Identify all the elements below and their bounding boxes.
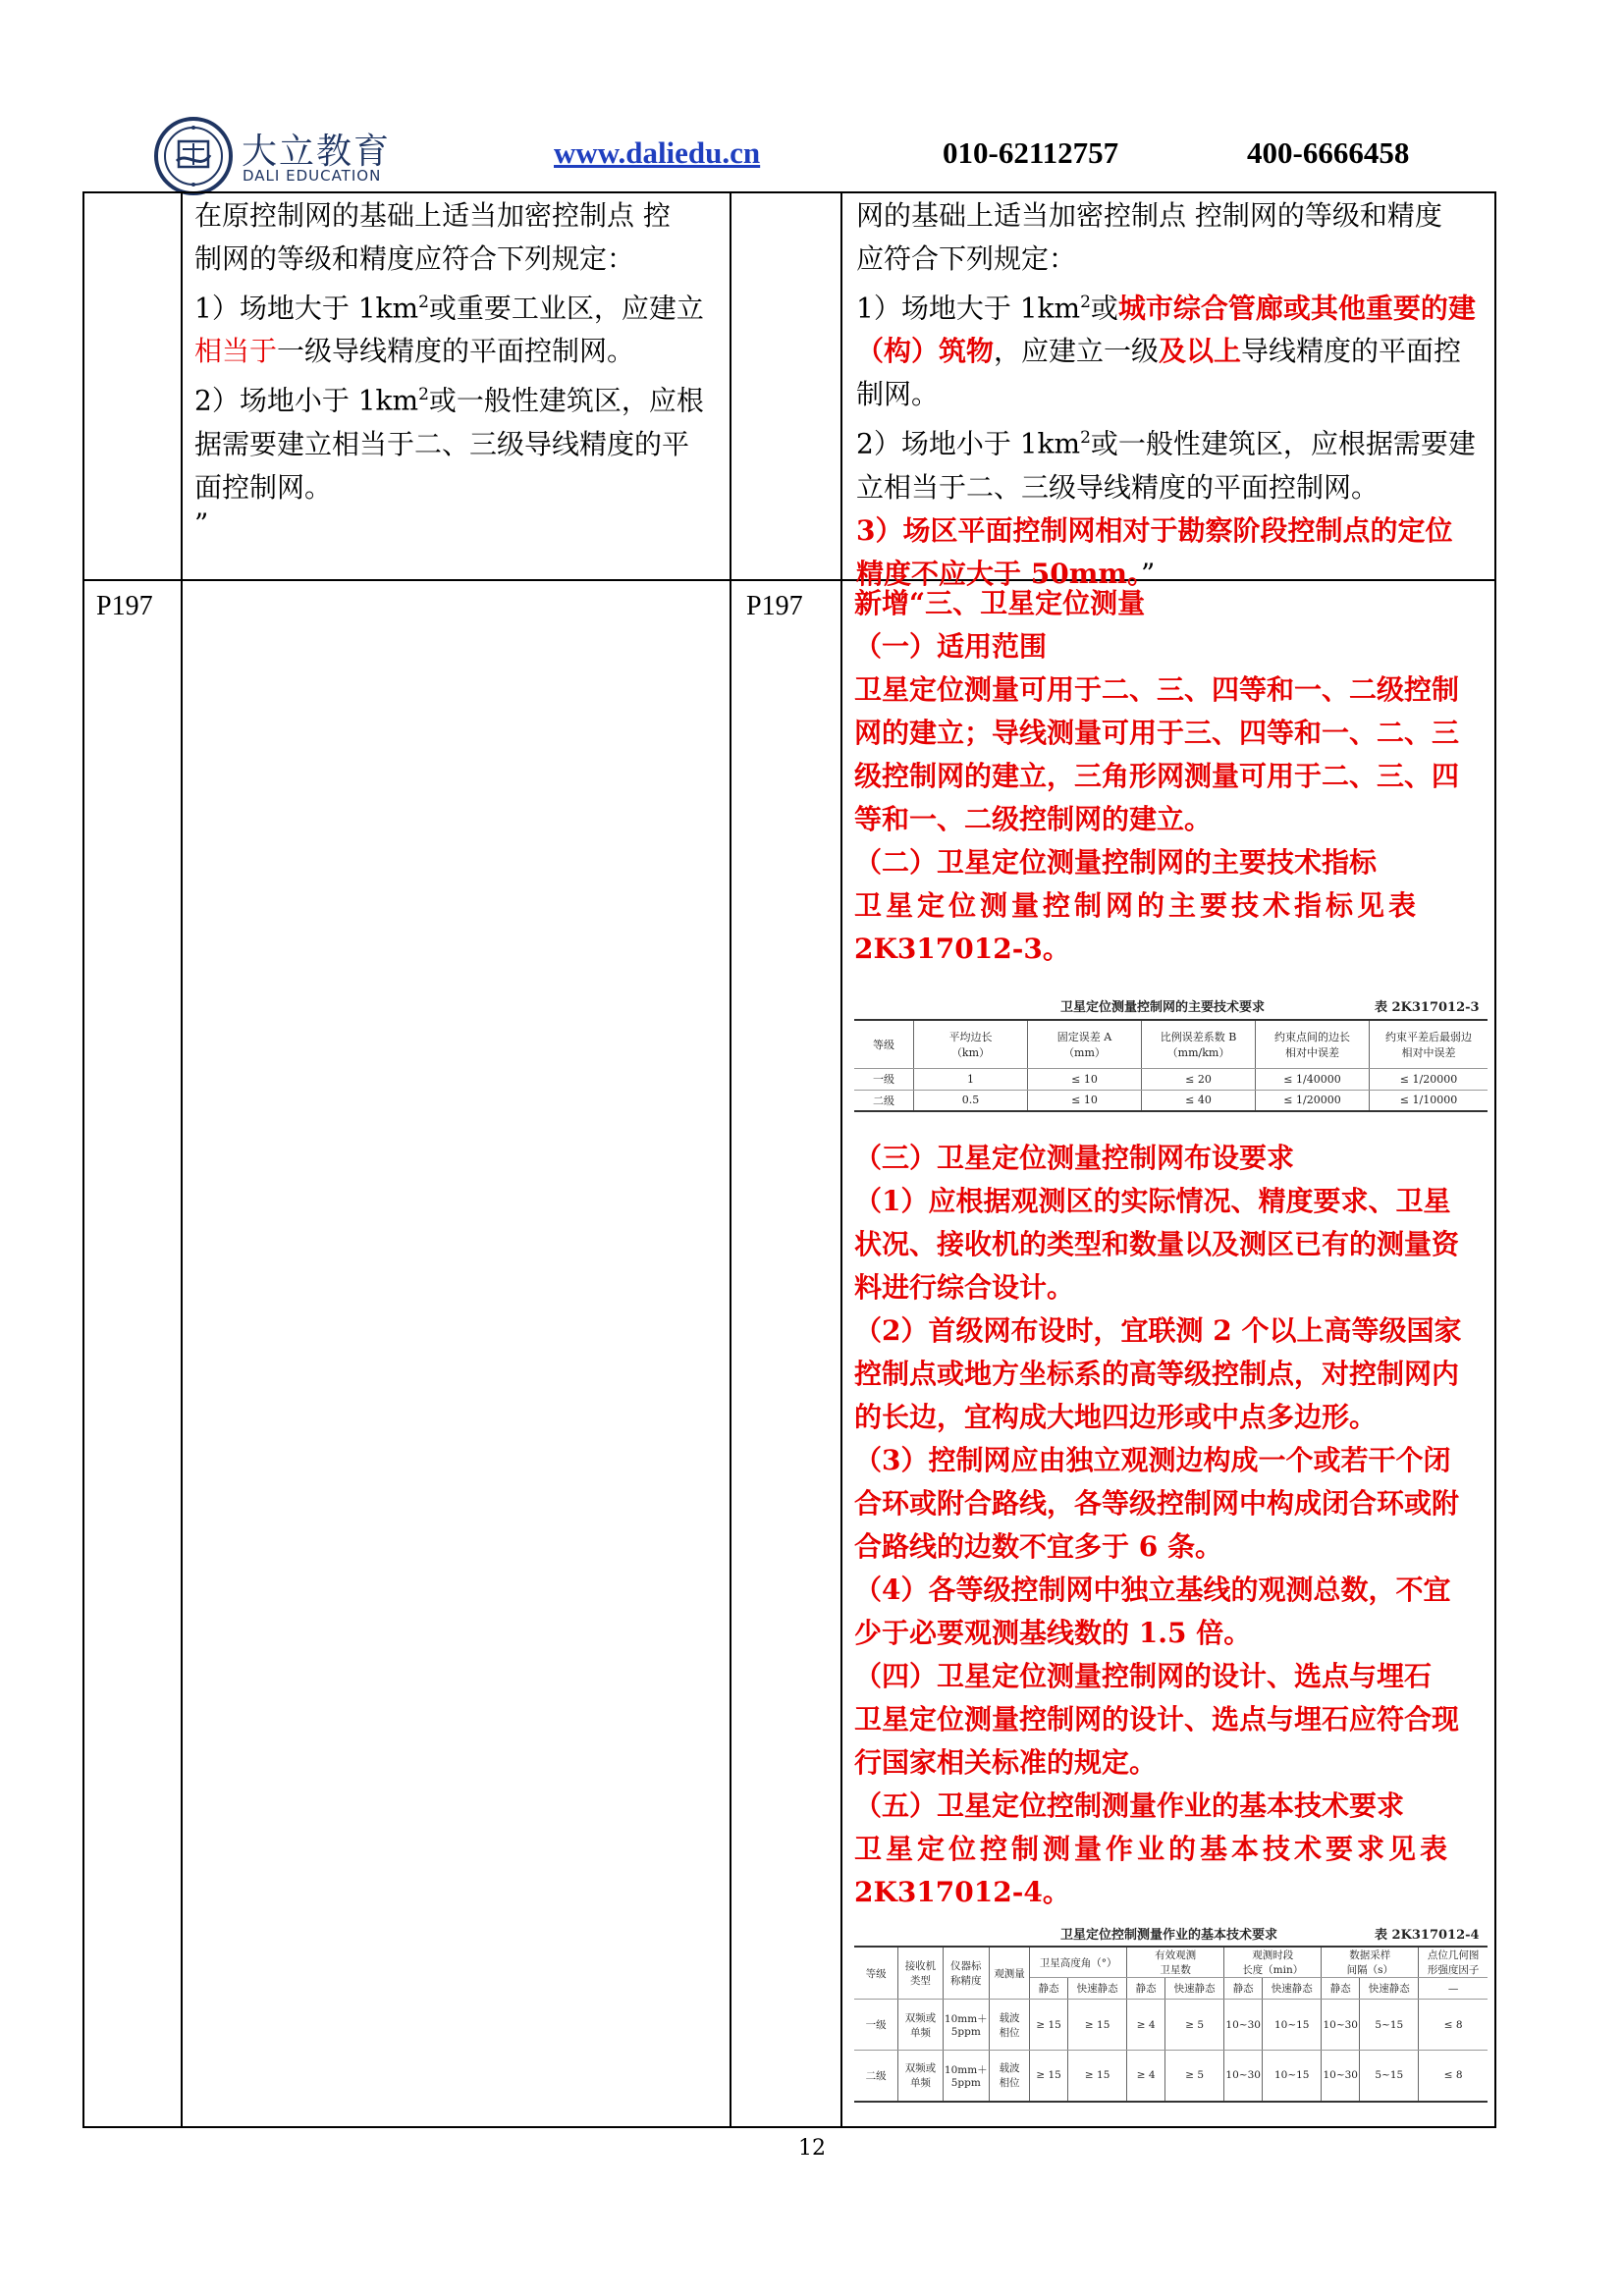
row2-new-text-part1 [854,582,1488,971]
table-caption: 卫星定位控制测量作业的基本技术要求 [1060,1928,1278,1943]
text-line: （四）卫星定位测量控制网的设计、选点与埋石 [854,1660,1433,1692]
text-line: 或重要工业区，应建立 [428,292,704,325]
text-line: 状况、接收机的类型和数量以及测区已有的测量资 [854,1228,1460,1260]
text-line: 的长边，宜构成大地四边形或中点多边形。 [854,1401,1378,1433]
table-cell: 10~30 [1224,2051,1263,2102]
table-cell: 10mm＋ 5ppm [943,2000,989,2051]
text-line: 2）场地小于 1km [194,384,419,417]
table-cell: 10~15 [1263,2051,1322,2102]
table-cell: ≤ 40 [1142,1090,1256,1111]
table-cell: 二级 [854,2051,898,2102]
table-cell: ≤ 10 [1028,1068,1142,1090]
table-cell: 5~15 [1360,2000,1419,2051]
text-line: ” [1140,557,1156,590]
table-header-cell: 平均边长 （km） [914,1021,1028,1068]
text-line: （1）应根据观测区的实际情况、精度要求、卫星 [854,1185,1451,1217]
text-line: 2K317012-3。 [854,933,1070,965]
table-cell: 0.5 [914,1090,1028,1111]
table-cell: ≥ 5 [1165,2000,1224,2051]
table-header-cell: 快速静态 [1068,1978,1127,2000]
table-cell: 10~30 [1322,2051,1360,2102]
text-line: 1）场地大于 1km [856,292,1081,325]
table-cell: ≤ 8 [1419,2000,1488,2051]
table-2k317012-4 [854,1922,1488,2123]
table-header-cell: 快速静态 [1165,1978,1224,2000]
table-row [854,1090,1488,1111]
table-header-cell: 观测量 [990,1948,1030,2000]
table-header-cell: 快速静态 [1263,1978,1322,2000]
table-cell: ≥ 4 [1127,2000,1165,2051]
table-cell: ≤ 20 [1142,1068,1256,1090]
table-header-cell: 固定误差 A （mm） [1028,1021,1142,1068]
highlight-text: 及以上 [1159,335,1242,368]
text-line: 制网。 [856,378,940,411]
table-header-cell: 静态 [1322,1978,1360,2000]
text-line: 2K317012-4。 [854,1876,1070,1908]
table-row [854,2051,1488,2102]
table-header-cell: 数据采样 间隔（s） [1322,1948,1419,1978]
text-line: 行国家相关标准的规定。 [854,1746,1158,1779]
text-line: （三）卫星定位测量控制网布设要求 [854,1142,1295,1174]
table-header-cell: 比例误差系数 B （mm/km） [1142,1021,1256,1068]
table-header-cell: 快速静态 [1360,1978,1419,2000]
highlight-text: 相当于 [194,335,278,368]
text-line: （2）首级网布设时，宜联测 2 个以上高等级国家 [854,1314,1462,1347]
data-table [854,1021,1488,1112]
table-cell: 1 [914,1068,1028,1090]
text-line: 网的基础上适当加密控制点 控制网的等级和精度 [856,199,1442,232]
text-line: ” [194,507,209,540]
table-header-cell: 观测时段 长度（min） [1224,1948,1322,1978]
table-header-cell: — [1419,1978,1488,2000]
brand-name-en: DALI EDUCATION [243,167,382,185]
text-line: 卫星定位测量控制网的设计、选点与埋石应符合现 [854,1703,1460,1735]
text-line: 立相当于二、三级导线精度的平面控制网。 [856,470,1380,504]
website-link[interactable]: www.daliedu.cn [554,135,761,170]
table-header-cell: 卫星高度角（°） [1030,1948,1127,1978]
brand-name-cn: 大立教育 [242,132,392,172]
text-line: 少于必要观测基线数的 1.5 倍。 [854,1617,1252,1649]
page-number: 12 [798,2136,826,2161]
superscript: 2 [418,385,429,405]
table-header-cell: 接收机 类型 [898,1948,943,2000]
table-cell: 5~15 [1360,2051,1419,2102]
table-cell: ≤ 8 [1419,2051,1488,2102]
table-row [854,2000,1488,2051]
text-line: 等和一、二级控制网的建立。 [854,803,1213,835]
text-line: 应符合下列规定： [856,242,1077,275]
text-line: 在原控制网的基础上适当加密控制点 控 [194,199,671,232]
text-line: ，应建立一级 [994,335,1160,368]
text-line: 或 [1090,292,1118,325]
table-cell: 载波 相位 [990,2051,1030,2102]
table-cell: ≥ 15 [1068,2051,1127,2102]
table-cell: 一级 [854,2000,898,2051]
highlight-text: （构）筑物 [856,335,995,368]
text-line: （五）卫星定位控制测量作业的基本技术要求 [854,1789,1405,1822]
text-line: 据需要建立相当于二、三级导线精度的平 [194,427,690,460]
text-line: 控制点或地方坐标系的高等级控制点，对控制网内 [854,1358,1460,1390]
text-line: 面控制网。 [194,470,333,504]
row1-old-text [194,194,725,539]
phone-number-1: 010-62112757 [943,135,1119,170]
table-cell: ≥ 15 [1030,2051,1068,2102]
text-line: 制网的等级和精度应符合下列规定： [194,242,635,275]
table-header-cell: 有效观测 卫星数 [1127,1948,1224,1978]
row2-new-text-part2 [854,1137,1488,1914]
table-header-cell: 仪器标 称精度 [943,1948,989,2000]
table-cell: 10~30 [1322,2000,1360,2051]
text-line: 合路线的边数不宜多于 6 条。 [854,1530,1222,1563]
text-line: 或一般性建筑区，应根据需要建 [1090,427,1476,460]
table-cell: ≥ 5 [1165,2051,1224,2102]
text-line: 卫星定位测量可用于二、三、四等和一、二级控制 [854,673,1460,706]
table-cell: 10~15 [1263,2000,1322,2051]
text-line: （一）适用范围 [854,630,1048,663]
table-header-cell: 约束平差后最弱边 相对中误差 [1370,1021,1489,1068]
text-line: （3）控制网应由独立观测边构成一个或若干个闭 [854,1444,1451,1476]
table-cell: 载波 相位 [990,2000,1030,2051]
text-line: 合环或附合路线，各等级控制网中构成闭合环或附 [854,1487,1460,1520]
table-header-cell: 等级 [854,1021,914,1068]
table-cell: ≤ 1/10000 [1370,1090,1489,1111]
text-line: （4）各等级控制网中独立基线的观测总数，不宜 [854,1574,1451,1606]
text-line: 1）场地大于 1km [194,292,419,325]
superscript: 2 [1080,293,1091,312]
text-line: 2）场地小于 1km [856,427,1081,460]
table-caption: 卫星定位测量控制网的主要技术要求 [1060,1000,1266,1015]
table-cell: ≤ 1/20000 [1370,1068,1489,1090]
table-cell: 10~30 [1224,2000,1263,2051]
page-header [0,0,1624,191]
row1-new-text [856,194,1489,596]
table-header-cell: 等级 [854,1948,898,2000]
table-cell: ≥ 4 [1127,2051,1165,2102]
table-cell: ≤ 10 [1028,1090,1142,1111]
table-header-cell: 静态 [1127,1978,1165,2000]
highlight-text: 城市综合管廊或其他重要的建 [1117,292,1476,325]
text-line: 一级导线精度的平面控制网。 [277,335,635,368]
table-number: 表 2K317012-4 [1375,1928,1480,1943]
text-line: 或一般性建筑区，应根 [428,384,704,417]
table-cell: 双频或 单频 [898,2000,943,2051]
table-cell: 10mm＋ 5ppm [943,2051,989,2102]
table-cell: 二级 [854,1090,914,1111]
text-line: 卫星定位控制测量作业的基本技术要求见表 [854,1833,1452,1865]
text-line: 料进行综合设计。 [854,1271,1075,1304]
text-line: 网的建立；导线测量可用于三、四等和一、二、三 [854,717,1460,749]
text-line: 卫星定位测量控制网的主要技术指标见表 [854,889,1421,922]
table-cell: ≥ 15 [1030,2000,1068,2051]
table-2k317012-3 [854,991,1488,1121]
table-header-cell: 静态 [1030,1978,1068,2000]
highlight-text: 精度不应大于 50mm。 [856,557,1141,590]
row2-page-ref-old: P197 [96,591,153,621]
superscript: 2 [1080,428,1091,449]
table-cell: ≤ 1/20000 [1256,1090,1370,1111]
data-table [854,1948,1488,2103]
text-line: 导线精度的平面控 [1241,335,1462,368]
text-line: 级控制网的建立，三角形网测量可用于二、三、四 [854,760,1460,792]
superscript: 2 [418,293,429,312]
table-cell: ≥ 15 [1068,2000,1127,2051]
row2-page-ref-new: P197 [746,591,803,621]
table-number: 表 2K317012-3 [1375,1000,1480,1015]
table-cell: ≤ 1/40000 [1256,1068,1370,1090]
text-line: 新增“三、卫星定位测量 [854,587,1146,619]
text-line: （二）卫星定位测量控制网的主要技术指标 [854,846,1378,879]
highlight-text: 3）场区平面控制网相对于勘察阶段控制点的定位 [856,513,1453,547]
table-header-cell: 点位几何图 形强度因子 [1419,1948,1488,1978]
dali-logo-icon [153,116,234,196]
table-header-cell: 约束点间的边长 相对中误差 [1256,1021,1370,1068]
table-cell: 双频或 单频 [898,2051,943,2102]
phone-number-2: 400-6666458 [1247,135,1410,170]
table-row [854,1068,1488,1090]
table-header-cell: 静态 [1224,1978,1263,2000]
table-cell: 一级 [854,1068,914,1090]
